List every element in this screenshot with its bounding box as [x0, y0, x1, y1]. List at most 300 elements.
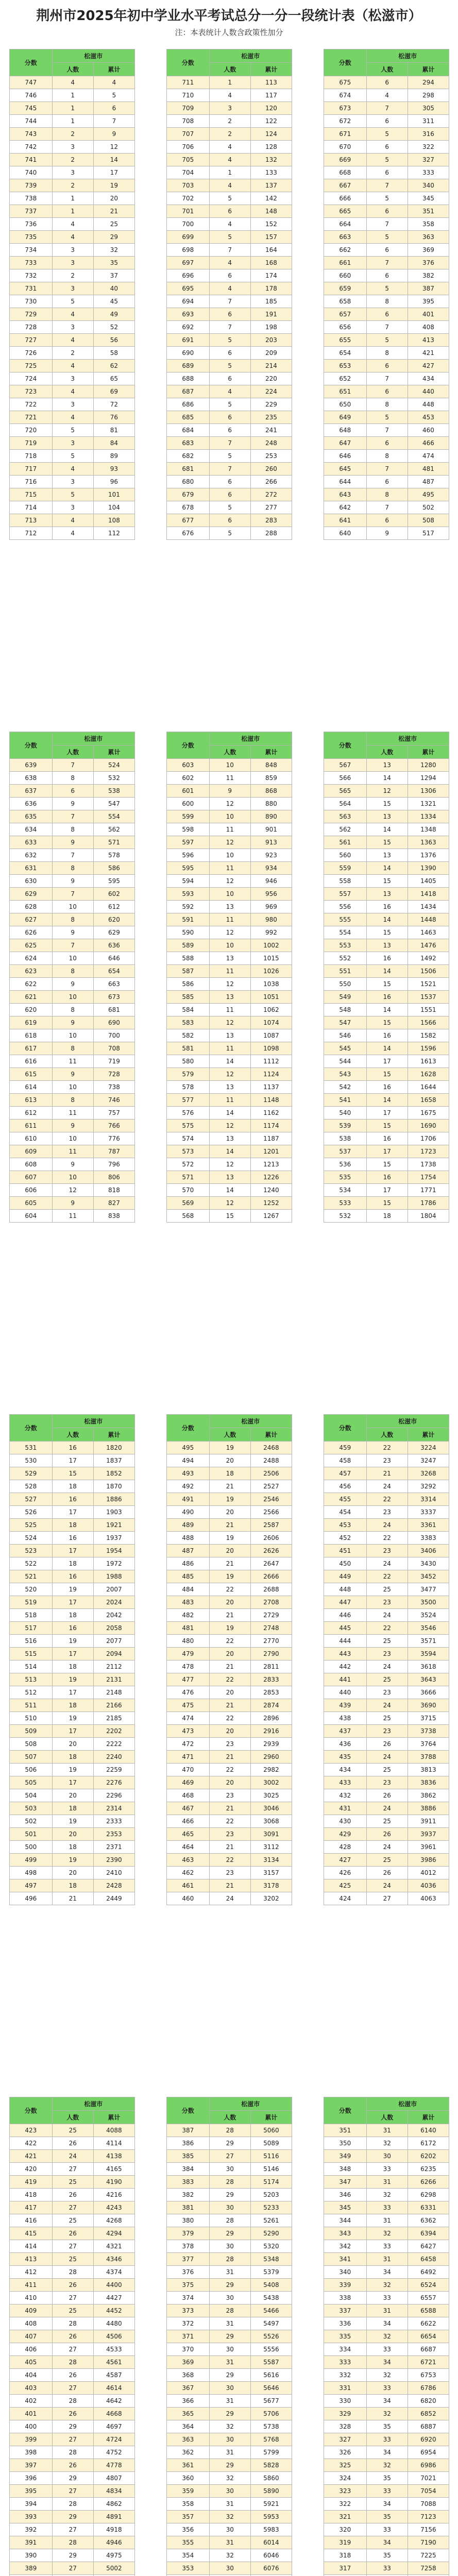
count-cell: 5: [366, 282, 408, 295]
count-cell: 14: [366, 772, 408, 785]
count-cell: 4: [52, 231, 93, 244]
score-cell: 554: [324, 926, 367, 939]
cumulative-cell: 2688: [250, 1583, 292, 1596]
table-row: [324, 1493, 449, 1506]
cumulative-cell: 2527: [250, 1480, 292, 1493]
cumulative-cell: 4114: [93, 2137, 134, 2150]
table-row: [167, 89, 292, 102]
count-cell: 18: [52, 1660, 93, 1673]
count-cell: 2: [209, 128, 250, 141]
score-cell: 464: [167, 1841, 210, 1854]
table-row: [324, 269, 449, 282]
score-cell: 523: [10, 1545, 53, 1557]
cumulative-cell: 708: [93, 1042, 134, 1055]
count-cell: 4: [52, 514, 93, 527]
cumulative-cell: 980: [250, 913, 292, 926]
cumulative-cell: 2546: [250, 1493, 292, 1506]
table-row: [324, 1454, 449, 1467]
count-cell: 7: [209, 437, 250, 450]
table-row: [10, 1493, 135, 1506]
score-cell: 578: [167, 1081, 210, 1094]
table-row: [10, 1776, 135, 1789]
cumulative-cell: 248: [250, 437, 292, 450]
score-cell: 319: [324, 2536, 367, 2549]
count-cell: 9: [52, 1068, 93, 1081]
score-cell: 407: [10, 2330, 53, 2343]
table-row: [167, 463, 292, 476]
table-row: [167, 1570, 292, 1583]
count-cell: 3: [52, 476, 93, 488]
count-cell: 18: [52, 1480, 93, 1493]
table-row: [10, 398, 135, 411]
score-table: [9, 2097, 135, 2576]
score-cell: 489: [167, 1519, 210, 1532]
table-row: [10, 1764, 135, 1776]
count-cell: 8: [52, 823, 93, 836]
cumulative-cell: 1954: [93, 1545, 134, 1557]
table-row: [324, 875, 449, 888]
cumulative-cell: 2148: [93, 1686, 134, 1699]
cumulative-cell: 2058: [93, 1622, 134, 1635]
header-district: 松滋市: [366, 2097, 449, 2111]
score-cell: 524: [10, 1532, 53, 1545]
cumulative-cell: 827: [93, 1197, 134, 1210]
count-cell: 32: [209, 2511, 250, 2523]
score-cell: 496: [10, 1892, 53, 1905]
score-cell: 370: [167, 2343, 210, 2356]
cumulative-cell: 690: [93, 1016, 134, 1029]
count-cell: 1: [52, 205, 93, 218]
score-cell: 433: [324, 1776, 367, 1789]
cumulative-cell: 3862: [408, 1789, 449, 1802]
cumulative-cell: 2708: [250, 1596, 292, 1609]
cumulative-cell: 5526: [250, 2330, 292, 2343]
score-cell: 620: [10, 1004, 53, 1016]
score-cell: 436: [324, 1738, 367, 1751]
score-cell: 669: [324, 154, 367, 166]
cumulative-cell: 1240: [250, 1184, 292, 1197]
count-cell: 7: [209, 295, 250, 308]
score-cell: 341: [324, 2253, 367, 2266]
score-cell: 461: [167, 1879, 210, 1892]
score-cell: 745: [10, 102, 53, 115]
table-row: [324, 1648, 449, 1660]
count-cell: 9: [209, 785, 250, 798]
cumulative-cell: 969: [250, 901, 292, 913]
table-row: [324, 1132, 449, 1145]
table-row: [10, 759, 135, 772]
score-cell: 498: [10, 1867, 53, 1879]
score-cell: 722: [10, 398, 53, 411]
count-cell: 11: [209, 1004, 250, 1016]
count-cell: 6: [209, 411, 250, 424]
cumulative-cell: 6786: [408, 2382, 449, 2395]
count-cell: 6: [366, 514, 408, 527]
table-row: [324, 1738, 449, 1751]
table-row: [10, 2523, 135, 2536]
table-row: [167, 798, 292, 810]
count-cell: 5: [366, 154, 408, 166]
score-cell: 736: [10, 218, 53, 231]
count-cell: 20: [209, 1648, 250, 1660]
table-row: [324, 901, 449, 913]
score-cell: 432: [324, 1789, 367, 1802]
score-cell: 580: [167, 1055, 210, 1068]
table-row: [10, 501, 135, 514]
score-cell: 438: [324, 1712, 367, 1725]
count-cell: 22: [366, 1570, 408, 1583]
cumulative-cell: 84: [93, 437, 134, 450]
table-row: [324, 759, 449, 772]
cumulative-cell: 4587: [93, 2369, 134, 2382]
cumulative-cell: 595: [93, 875, 134, 888]
count-cell: 7: [209, 244, 250, 257]
score-cell: 379: [167, 2227, 210, 2240]
cumulative-cell: 3337: [408, 1506, 449, 1519]
table-row: [167, 2523, 292, 2536]
score-cell: 485: [167, 1570, 210, 1583]
count-cell: 18: [52, 1841, 93, 1854]
score-cell: 421: [10, 2150, 53, 2163]
score-cell: 641: [324, 514, 367, 527]
count-cell: 17: [366, 1145, 408, 1158]
score-cell: 706: [167, 141, 210, 154]
score-cell: 397: [10, 2459, 53, 2472]
cumulative-cell: 413: [408, 334, 449, 347]
table-row: [10, 2279, 135, 2292]
table-row: [324, 257, 449, 269]
table-row: [167, 1171, 292, 1184]
cumulative-cell: 4918: [93, 2523, 134, 2536]
cumulative-cell: 1537: [408, 991, 449, 1004]
score-cell: 483: [167, 1596, 210, 1609]
score-cell: 565: [324, 785, 367, 798]
count-cell: 30: [209, 2382, 250, 2395]
cumulative-cell: 1162: [250, 1107, 292, 1120]
cumulative-cell: 19: [93, 179, 134, 192]
table-row: [324, 1158, 449, 1171]
table-row: [324, 2395, 449, 2408]
score-cell: 349: [324, 2150, 367, 2163]
header-district: 松滋市: [366, 49, 449, 63]
cumulative-cell: 5466: [250, 2304, 292, 2317]
score-cell: 622: [10, 978, 53, 991]
count-cell: 32: [366, 2459, 408, 2472]
table-row: [10, 102, 135, 115]
score-cell: 355: [167, 2536, 210, 2549]
table-row: [167, 1532, 292, 1545]
cumulative-cell: 214: [250, 360, 292, 372]
count-cell: 14: [366, 913, 408, 926]
score-cell: 447: [324, 1596, 367, 1609]
score-cell: 623: [10, 965, 53, 978]
score-cell: 406: [10, 2343, 53, 2356]
cumulative-cell: 1644: [408, 1081, 449, 1094]
count-cell: 6: [366, 244, 408, 257]
count-cell: 14: [366, 1042, 408, 1055]
table-row: [10, 1210, 135, 1223]
count-cell: 21: [209, 1557, 250, 1570]
table-row: [324, 128, 449, 141]
score-cell: 626: [10, 926, 53, 939]
table-row: [324, 1532, 449, 1545]
table-row: [324, 1699, 449, 1712]
cumulative-cell: 89: [93, 450, 134, 463]
score-cell: 495: [167, 1442, 210, 1454]
score-cell: 629: [10, 888, 53, 901]
table-row: [324, 1480, 449, 1493]
count-cell: 15: [366, 1016, 408, 1029]
score-table: [166, 49, 292, 540]
header-district: 松滋市: [52, 1415, 134, 1428]
page-note: 注：本表统计人数含政策性加分: [175, 28, 283, 37]
cumulative-cell: 4561: [93, 2356, 134, 2369]
count-cell: 16: [52, 1493, 93, 1506]
cumulative-cell: 2428: [93, 1879, 134, 1892]
cumulative-cell: 901: [250, 823, 292, 836]
count-cell: 23: [209, 1789, 250, 1802]
table-row: [167, 2472, 292, 2485]
cumulative-cell: 880: [250, 798, 292, 810]
table-row: [167, 321, 292, 334]
count-cell: 18: [52, 1699, 93, 1712]
score-cell: 347: [324, 2176, 367, 2189]
count-cell: 24: [366, 1751, 408, 1764]
cumulative-cell: 3202: [250, 1892, 292, 1905]
count-cell: 7: [52, 759, 93, 772]
header-count: 人数: [52, 63, 93, 76]
table-row: [10, 1622, 135, 1635]
count-cell: 23: [209, 1738, 250, 1751]
table-row: [10, 913, 135, 926]
table-row: [10, 2562, 135, 2575]
cumulative-cell: 495: [408, 488, 449, 501]
score-cell: 642: [324, 501, 367, 514]
cumulative-cell: 1582: [408, 1029, 449, 1042]
score-cell: 411: [10, 2279, 53, 2292]
count-cell: 3: [52, 321, 93, 334]
score-cell: 525: [10, 1519, 53, 1532]
table-row: [10, 1442, 135, 1454]
count-cell: 4: [209, 141, 250, 154]
table-row: [324, 166, 449, 179]
count-cell: 17: [52, 1648, 93, 1660]
cumulative-cell: 266: [250, 476, 292, 488]
table-row: [10, 411, 135, 424]
cumulative-cell: 387: [408, 282, 449, 295]
table-row: [324, 772, 449, 785]
table-row: [324, 527, 449, 540]
table-row: [167, 1557, 292, 1570]
cumulative-cell: 818: [93, 1184, 134, 1197]
score-cell: 602: [167, 772, 210, 785]
count-cell: 31: [366, 2176, 408, 2189]
table-row: [324, 1055, 449, 1068]
table-row: [167, 2317, 292, 2330]
table-row: [324, 2240, 449, 2253]
cumulative-cell: 6820: [408, 2395, 449, 2408]
score-cell: 529: [10, 1467, 53, 1480]
count-cell: 15: [366, 1120, 408, 1132]
table-row: [167, 965, 292, 978]
count-cell: 17: [52, 1545, 93, 1557]
cumulative-cell: 5677: [250, 2395, 292, 2408]
count-cell: 32: [366, 2279, 408, 2292]
score-cell: 463: [167, 1854, 210, 1867]
header-district: 松滋市: [52, 732, 134, 745]
score-cell: 723: [10, 385, 53, 398]
score-cell: 538: [324, 1132, 367, 1145]
table-row: [10, 1184, 135, 1197]
table-row: [10, 2137, 135, 2150]
score-cell: 599: [167, 810, 210, 823]
table-row: [10, 2472, 135, 2485]
count-cell: 33: [366, 2343, 408, 2356]
score-cell: 426: [324, 1867, 367, 1879]
table-row: [324, 501, 449, 514]
score-cell: 617: [10, 1042, 53, 1055]
cumulative-cell: 1213: [250, 1158, 292, 1171]
cumulative-cell: 17: [93, 166, 134, 179]
cumulative-cell: 58: [93, 347, 134, 360]
count-cell: 20: [52, 1789, 93, 1802]
count-cell: 14: [366, 1094, 408, 1107]
score-cell: 704: [167, 166, 210, 179]
cumulative-cell: 1921: [93, 1519, 134, 1532]
score-cell: 338: [324, 2292, 367, 2304]
cumulative-cell: 327: [408, 154, 449, 166]
score-cell: 700: [167, 218, 210, 231]
cumulative-cell: 6887: [408, 2420, 449, 2433]
score-cell: 458: [324, 1454, 367, 1467]
count-cell: 30: [209, 2201, 250, 2214]
cumulative-cell: 2112: [93, 1660, 134, 1673]
score-cell: 665: [324, 205, 367, 218]
count-cell: 5: [366, 334, 408, 347]
count-cell: 15: [366, 836, 408, 849]
table-row: [324, 2485, 449, 2498]
count-cell: 7: [366, 321, 408, 334]
count-cell: 4: [52, 218, 93, 231]
table-row: [10, 1557, 135, 1570]
cumulative-cell: 5002: [93, 2562, 134, 2575]
count-cell: 28: [52, 2317, 93, 2330]
cumulative-cell: 2874: [250, 1699, 292, 1712]
count-cell: 12: [209, 836, 250, 849]
score-cell: 628: [10, 901, 53, 913]
count-cell: 16: [52, 1442, 93, 1454]
cumulative-cell: 3643: [408, 1673, 449, 1686]
count-cell: 22: [209, 1764, 250, 1776]
table-row: [324, 978, 449, 991]
count-cell: 31: [209, 2356, 250, 2369]
score-cell: 465: [167, 1828, 210, 1841]
cumulative-cell: 757: [93, 1107, 134, 1120]
score-cell: 478: [167, 1660, 210, 1673]
table-row: [324, 514, 449, 527]
cumulative-cell: 133: [250, 166, 292, 179]
table-row: [324, 888, 449, 901]
count-cell: 11: [209, 862, 250, 875]
cumulative-cell: 1506: [408, 965, 449, 978]
cumulative-cell: 2314: [93, 1802, 134, 1815]
cumulative-cell: 663: [93, 978, 134, 991]
count-cell: 4: [209, 282, 250, 295]
table-row: [167, 1145, 292, 1158]
cumulative-cell: 868: [250, 785, 292, 798]
cumulative-cell: 277: [250, 501, 292, 514]
table-row: [167, 901, 292, 913]
score-cell: 360: [167, 2472, 210, 2485]
score-cell: 576: [167, 1107, 210, 1120]
cumulative-cell: 322: [408, 141, 449, 154]
table-row: [324, 1145, 449, 1158]
table-row: [167, 875, 292, 888]
count-cell: 21: [209, 1480, 250, 1493]
count-cell: 32: [366, 2369, 408, 2382]
count-cell: 18: [52, 1609, 93, 1622]
cumulative-cell: 120: [250, 102, 292, 115]
table-row: [10, 1029, 135, 1042]
score-cell: 649: [324, 411, 367, 424]
table-row: [10, 1802, 135, 1815]
count-cell: 9: [52, 1120, 93, 1132]
score-cell: 389: [10, 2562, 53, 2575]
count-cell: 11: [209, 913, 250, 926]
score-cell: 735: [10, 231, 53, 244]
score-cell: 482: [167, 1609, 210, 1622]
table-row: [10, 1660, 135, 1673]
score-cell: 434: [324, 1764, 367, 1776]
count-cell: 16: [366, 991, 408, 1004]
cumulative-cell: 2296: [93, 1789, 134, 1802]
count-cell: 30: [209, 2343, 250, 2356]
score-cell: 530: [10, 1454, 53, 1467]
header-cumulative: 累计: [408, 63, 449, 76]
table-row: [10, 2446, 135, 2459]
score-cell: 468: [167, 1789, 210, 1802]
header-cumulative: 累计: [408, 745, 449, 759]
score-cell: 479: [167, 1648, 210, 1660]
score-cell: 521: [10, 1570, 53, 1583]
table-row: [167, 2485, 292, 2498]
count-cell: 25: [52, 2124, 93, 2137]
cumulative-cell: 3268: [408, 1467, 449, 1480]
score-cell: 444: [324, 1635, 367, 1648]
count-cell: 20: [209, 1686, 250, 1699]
cumulative-cell: 2185: [93, 1712, 134, 1725]
cumulative-cell: 4268: [93, 2214, 134, 2227]
count-cell: 21: [209, 1519, 250, 1532]
count-cell: 2: [52, 179, 93, 192]
table-row: [324, 1635, 449, 1648]
count-cell: 8: [52, 1042, 93, 1055]
count-cell: 28: [209, 2214, 250, 2227]
header-score: 分数: [167, 732, 210, 759]
table-row: [167, 939, 292, 952]
score-cell: 597: [167, 836, 210, 849]
score-cell: 562: [324, 823, 367, 836]
cumulative-cell: 2449: [93, 1892, 134, 1905]
score-cell: 466: [167, 1815, 210, 1828]
cumulative-cell: 1613: [408, 1055, 449, 1068]
cumulative-cell: 2939: [250, 1738, 292, 1751]
count-cell: 32: [209, 2549, 250, 2562]
score-cell: 636: [10, 798, 53, 810]
score-cell: 569: [167, 1197, 210, 1210]
score-cell: 664: [324, 218, 367, 231]
cumulative-cell: 5953: [250, 2511, 292, 2523]
